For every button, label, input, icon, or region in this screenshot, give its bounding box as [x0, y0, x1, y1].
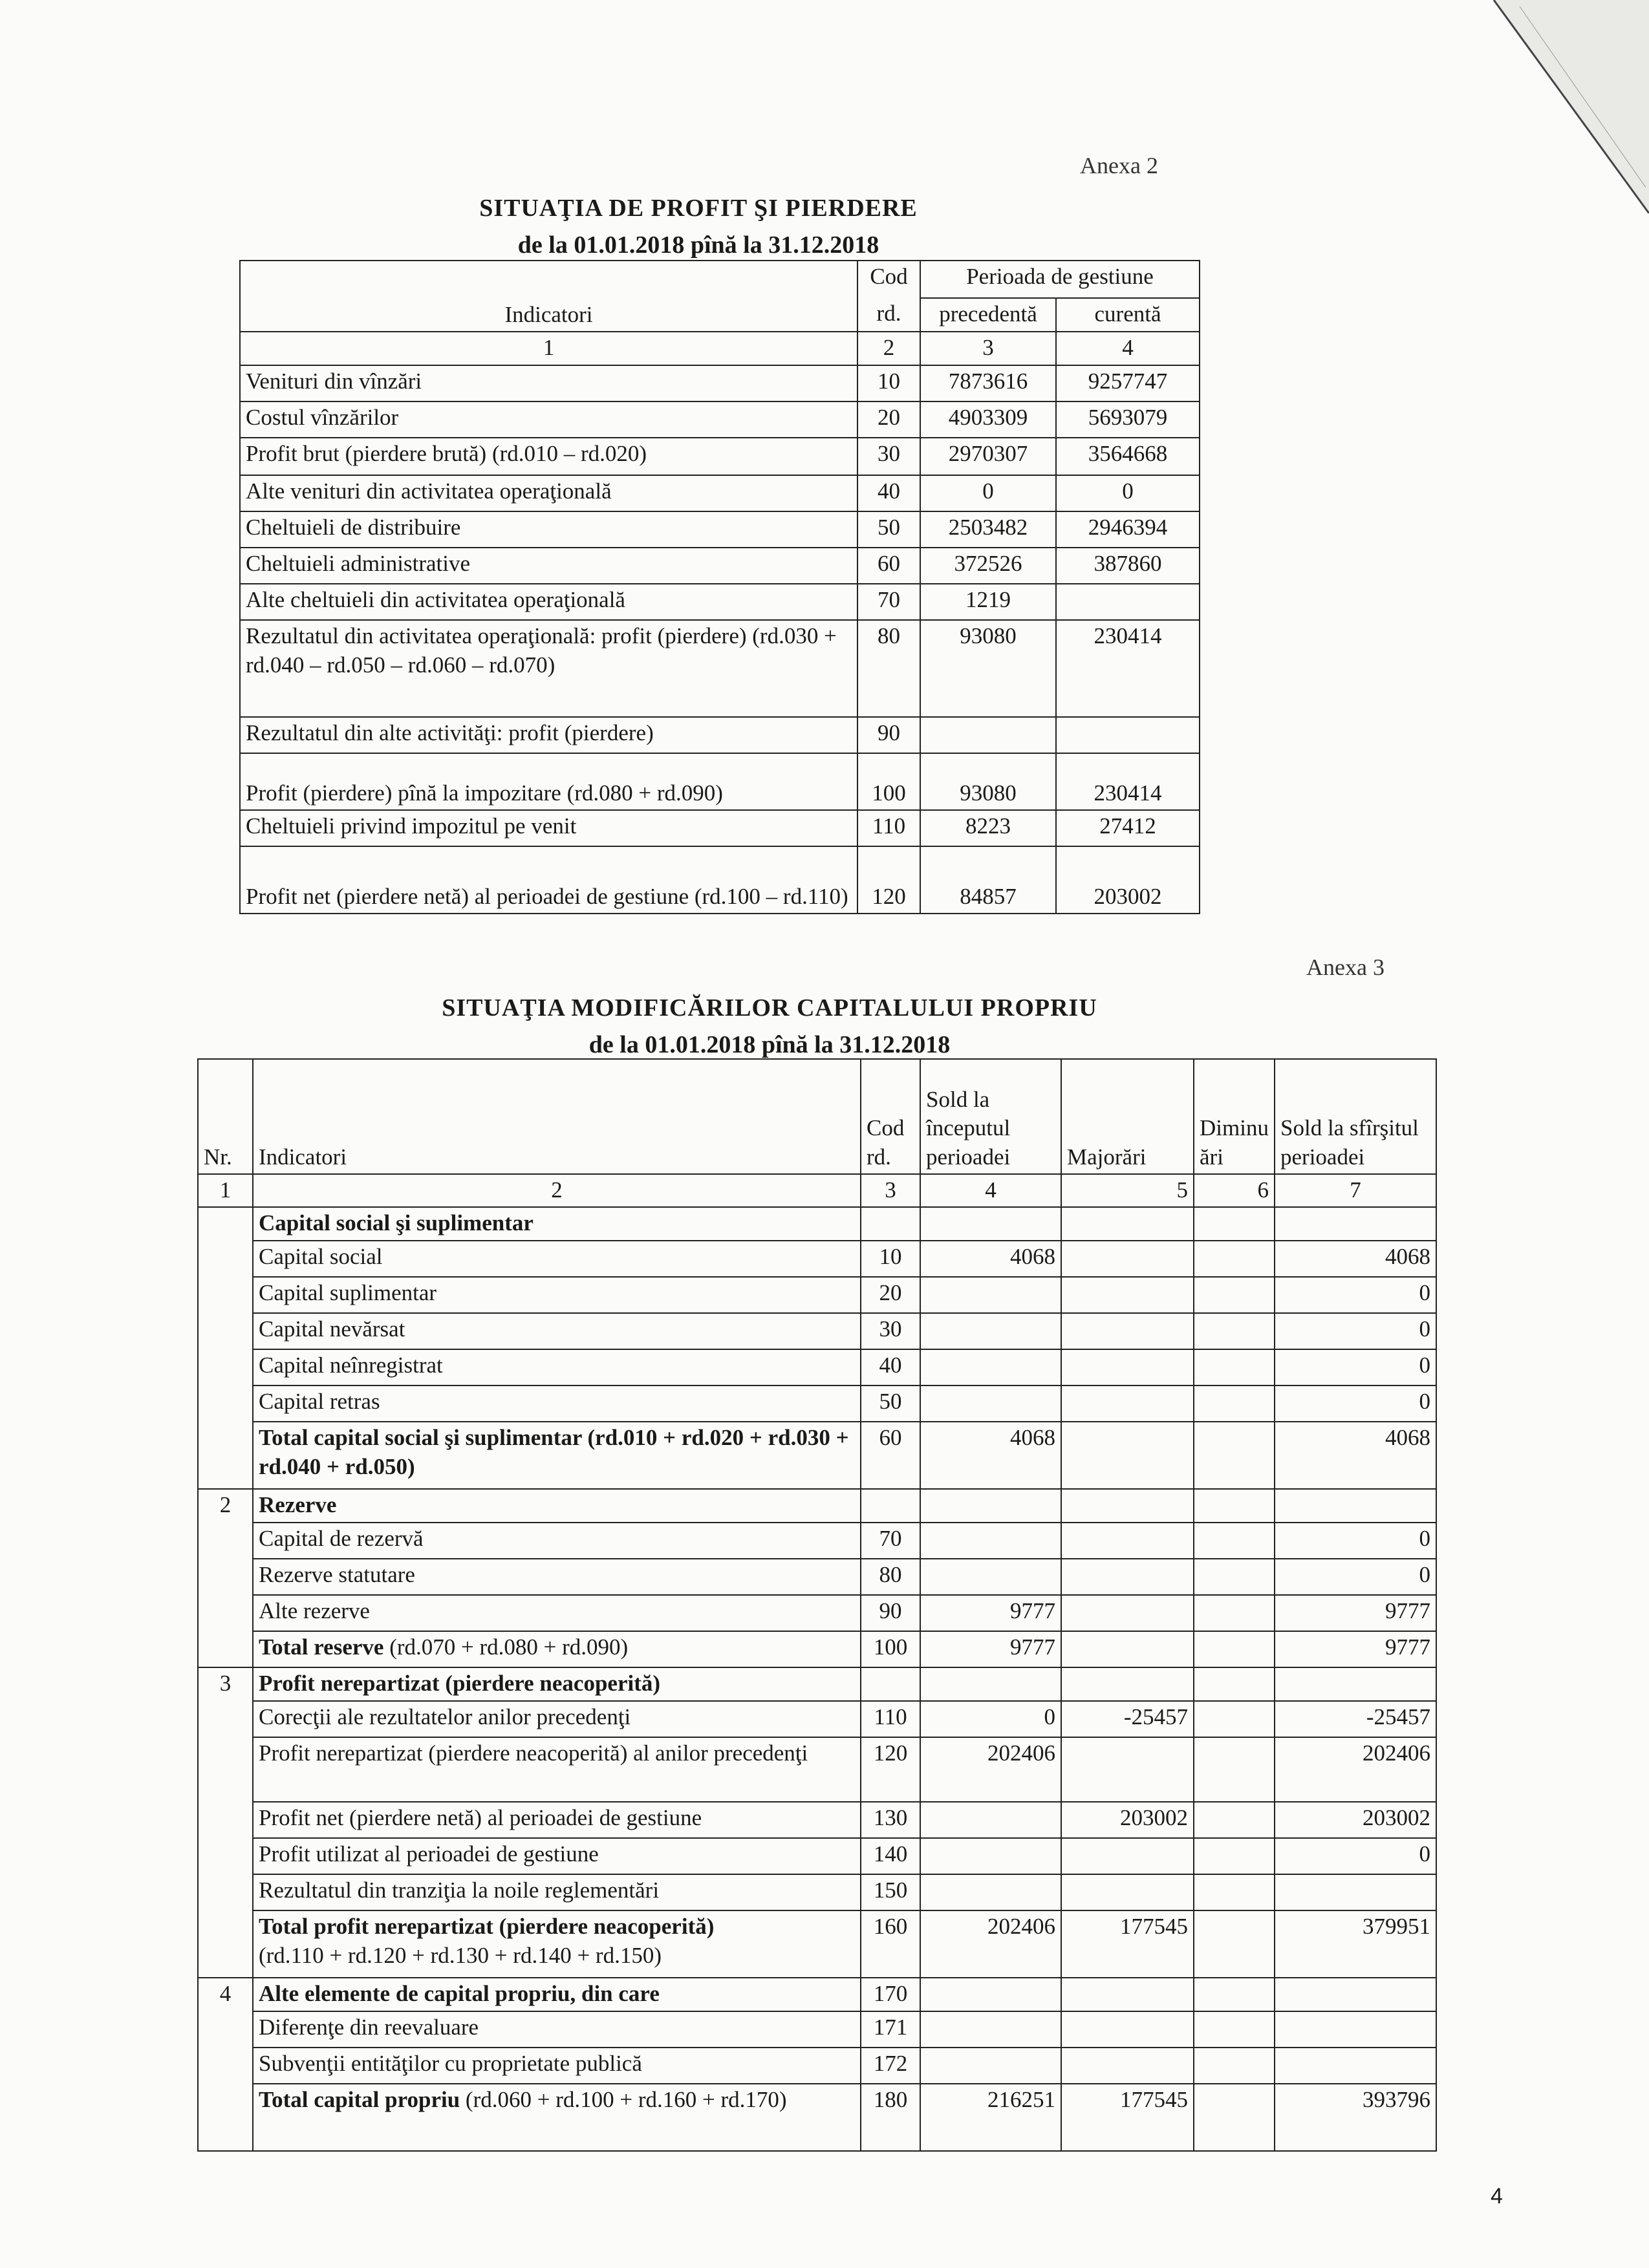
equity-row-code: 172: [861, 2048, 920, 2084]
equity-empty-cell: [1194, 1489, 1275, 1523]
equity-increase-value: 177545: [1061, 1910, 1194, 1978]
equity-indicator-label: Diferenţe din reevaluare: [253, 2011, 861, 2048]
equity-opening-value: 9777: [920, 1631, 1061, 1667]
pl-row: [240, 401, 1200, 438]
equity-total-label: [253, 1910, 861, 1978]
equity-row-code: 70: [861, 1523, 920, 1559]
pl-row-code: 70: [857, 584, 920, 620]
page-corner-fold: [1481, 0, 1649, 213]
equity-decrease-value: [1194, 1802, 1275, 1838]
equity-decrease-value: [1194, 1595, 1275, 1631]
equity-indicator-label: Capital nevărsat: [253, 1313, 861, 1349]
equity-decrease-value: [1194, 1422, 1275, 1489]
equity-increase-value: [1061, 1737, 1194, 1802]
equity-empty-cell: [861, 1489, 920, 1523]
equity-title: SITUAŢIA MODIFICĂRILOR CAPITALULUI PROPRIU: [442, 994, 1097, 1022]
pl-row-code: 50: [857, 511, 920, 548]
equity-empty-cell: [1061, 1207, 1194, 1241]
equity-row-code: 30: [861, 1313, 920, 1349]
equity-header-opening: Sold la începutul perioadei: [920, 1059, 1061, 1174]
equity-increase-value: [1061, 1385, 1194, 1422]
equity-section-title: Capital social şi suplimentar: [253, 1207, 861, 1241]
annex-3-label: Anexa 3: [1306, 954, 1385, 980]
pl-title: SITUAŢIA DE PROFIT ŞI PIERDERE: [479, 195, 918, 222]
equity-increase-value: 177545: [1061, 2084, 1194, 2151]
equity-indicator-label: Profit nerepartizat (pierdere neacoperită) al anilor precedenţi: [253, 1737, 861, 1802]
pl-indicator-label: Rezultatul din alte activităţi: profit (pierdere): [240, 717, 857, 753]
equity-opening-value: 202406: [920, 1910, 1061, 1978]
pl-header-code-line1: Cod: [857, 261, 920, 298]
equity-closing-value: [1275, 1874, 1436, 1910]
equity-closing-value: 9777: [1275, 1595, 1436, 1631]
equity-colnum-2: 2: [253, 1174, 861, 1207]
equity-indicator-label: Alte rezerve: [253, 1595, 861, 1631]
equity-increase-value: [1061, 1277, 1194, 1313]
pl-previous-value: 7873616: [920, 365, 1056, 401]
equity-increase-value: [1061, 1241, 1194, 1277]
equity-indicator-label: Rezerve statutare: [253, 1559, 861, 1595]
pl-current-value: [1056, 717, 1200, 753]
equity-header-indicators: Indicatori: [253, 1059, 861, 1174]
pl-header-indicators: Indicatori: [240, 261, 857, 332]
equity-closing-value: [1275, 2011, 1436, 2048]
equity-indicator-label: Corecţii ale rezultatelor anilor precedenţi: [253, 1701, 861, 1737]
equity-row-code: 20: [861, 1277, 920, 1313]
equity-decrease-value: [1194, 2084, 1275, 2151]
pl-header-period: Perioada de gestiune: [920, 261, 1200, 298]
equity-colnum-6: 6: [1194, 1174, 1275, 1207]
equity-section-number: 3: [198, 1667, 253, 1978]
equity-row-code: 80: [861, 1559, 920, 1595]
pl-row-code: 100: [857, 753, 920, 810]
equity-row-code: 50: [861, 1385, 920, 1422]
equity-row: [198, 1349, 1436, 1385]
pl-row-code: 10: [857, 365, 920, 401]
pl-indicator-label: Alte venituri din activitatea operaţională: [240, 475, 857, 511]
equity-closing-value: 0: [1275, 1559, 1436, 1595]
equity-closing-value: 0: [1275, 1277, 1436, 1313]
equity-increase-value: [1061, 1349, 1194, 1385]
equity-opening-value: [920, 1385, 1061, 1422]
equity-increase-value: [1061, 2011, 1194, 2048]
equity-indicator-label: Profit net (pierdere netă) al perioadei de gestiune: [253, 1802, 861, 1838]
pl-colnum-3: 3: [920, 332, 1056, 365]
equity-decrease-value: [1194, 1559, 1275, 1595]
equity-row-code: 10: [861, 1241, 920, 1277]
equity-row: [198, 1701, 1436, 1737]
equity-colnum-4: 4: [920, 1174, 1061, 1207]
equity-empty-cell: [1194, 1978, 1275, 2011]
equity-total-label: [253, 2084, 861, 2151]
equity-closing-value: -25457: [1275, 1701, 1436, 1737]
equity-total-label-formula: (rd.110 + rd.120 + rd.130 + rd.140 + rd.150): [259, 1942, 662, 1968]
equity-total-row: [198, 1631, 1436, 1667]
equity-empty-cell: [920, 1207, 1061, 1241]
equity-row-code: 100: [861, 1631, 920, 1667]
equity-header-code: Cod rd.: [861, 1059, 920, 1174]
equity-header-increases: Majorări: [1061, 1059, 1194, 1174]
equity-row-code: 60: [861, 1422, 920, 1489]
equity-opening-value: [920, 1874, 1061, 1910]
equity-opening-value: [920, 2011, 1061, 2048]
pl-header-previous: precedentă: [920, 298, 1056, 332]
equity-row: [198, 1313, 1436, 1349]
pl-indicator-label: Cheltuieli privind impozitul pe venit: [240, 810, 857, 846]
equity-closing-value: 9777: [1275, 1631, 1436, 1667]
equity-row: [198, 2048, 1436, 2084]
equity-section-row: [198, 1207, 1436, 1241]
equity-total-row: [198, 2084, 1436, 2151]
equity-colnum-5: 5: [1061, 1174, 1194, 1207]
pl-indicator-label: Profit brut (pierdere brută) (rd.010 – rd.020): [240, 438, 857, 475]
pl-row: [240, 717, 1200, 753]
equity-total-label-formula: (rd.070 + rd.080 + rd.090): [383, 1634, 629, 1660]
pl-row: [240, 365, 1200, 401]
equity-increase-value: [1061, 1559, 1194, 1595]
equity-increase-value: 203002: [1061, 1802, 1194, 1838]
pl-previous-value: 84857: [920, 846, 1056, 914]
pl-current-value: 230414: [1056, 753, 1200, 810]
equity-decrease-value: [1194, 2048, 1275, 2084]
pl-current-value: 9257747: [1056, 365, 1200, 401]
equity-empty-cell: [1275, 1489, 1436, 1523]
equity-total-label-bold: Total capital propriu: [259, 2086, 460, 2112]
equity-colnum-7: 7: [1275, 1174, 1436, 1207]
pl-current-value: 0: [1056, 475, 1200, 511]
equity-total-label-formula: (rd.060 + rd.100 + rd.160 + rd.170): [460, 2086, 787, 2112]
equity-decrease-value: [1194, 1631, 1275, 1667]
equity-colnum-3: 3: [861, 1174, 920, 1207]
equity-decrease-value: [1194, 2011, 1275, 2048]
equity-row: [198, 1737, 1436, 1802]
equity-decrease-value: [1194, 1241, 1275, 1277]
equity-empty-cell: [1275, 1207, 1436, 1241]
equity-total-label: [253, 1631, 861, 1667]
equity-empty-cell: [1061, 1489, 1194, 1523]
pl-row: [240, 620, 1200, 717]
equity-opening-value: [920, 1523, 1061, 1559]
equity-row-code: 171: [861, 2011, 920, 2048]
pl-indicator-label: Venituri din vînzări: [240, 365, 857, 401]
equity-row: [198, 1838, 1436, 1874]
equity-section-row: [198, 1667, 1436, 1701]
equity-closing-value: 379951: [1275, 1910, 1436, 1978]
equity-indicator-label: Capital suplimentar: [253, 1277, 861, 1313]
pl-row: [240, 846, 1200, 914]
equity-row: [198, 1802, 1436, 1838]
pl-indicator-label: Profit (pierdere) pînă la impozitare (rd.080 + rd.090): [240, 753, 857, 810]
equity-opening-value: [920, 1349, 1061, 1385]
profit-loss-table: [239, 260, 1200, 914]
equity-decrease-value: [1194, 1838, 1275, 1874]
equity-header-nr: Nr.: [198, 1059, 253, 1174]
equity-row-code: 180: [861, 2084, 920, 2151]
equity-indicator-label: Capital social: [253, 1241, 861, 1277]
pl-colnum-4: 4: [1056, 332, 1200, 365]
equity-opening-value: [920, 1313, 1061, 1349]
equity-total-label-bold: Total reserve: [259, 1634, 384, 1660]
equity-increase-value: [1061, 2048, 1194, 2084]
equity-indicator-label: Subvenţii entităţilor cu proprietate publică: [253, 2048, 861, 2084]
equity-row: [198, 1595, 1436, 1631]
pl-row-code: 20: [857, 401, 920, 438]
pl-previous-value: 0: [920, 475, 1056, 511]
pl-row-code: 110: [857, 810, 920, 846]
equity-closing-value: 0: [1275, 1313, 1436, 1349]
equity-empty-cell: [861, 1207, 920, 1241]
pl-colnum-2: 2: [857, 332, 920, 365]
equity-section-number: 4: [198, 1978, 253, 2151]
page-number: 4: [1491, 2184, 1503, 2209]
equity-closing-value: 0: [1275, 1349, 1436, 1385]
pl-current-value: 203002: [1056, 846, 1200, 914]
equity-increase-value: [1061, 1523, 1194, 1559]
equity-row-code: 40: [861, 1349, 920, 1385]
equity-closing-value: 393796: [1275, 2084, 1436, 2151]
pl-current-value: 2946394: [1056, 511, 1200, 548]
equity-empty-cell: [1194, 1207, 1275, 1241]
pl-header-code-line2: rd.: [857, 298, 920, 332]
equity-decrease-value: [1194, 1349, 1275, 1385]
equity-row: [198, 1277, 1436, 1313]
equity-empty-cell: [1061, 1667, 1194, 1701]
equity-empty-cell: [1275, 1978, 1436, 2011]
pl-indicator-label: Alte cheltuieli din activitatea operaţională: [240, 584, 857, 620]
equity-row-code: 110: [861, 1701, 920, 1737]
equity-decrease-value: [1194, 1523, 1275, 1559]
pl-colnum-1: 1: [240, 332, 857, 365]
equity-increase-value: [1061, 1595, 1194, 1631]
equity-row-code: 150: [861, 1874, 920, 1910]
equity-row-code: 90: [861, 1595, 920, 1631]
pl-previous-value: 93080: [920, 620, 1056, 717]
pl-row: [240, 511, 1200, 548]
equity-increase-value: [1061, 1422, 1194, 1489]
equity-row: [198, 1874, 1436, 1910]
pl-previous-value: 4903309: [920, 401, 1056, 438]
equity-total-label-bold: Total profit nerepartizat (pierdere neacoperită): [259, 1913, 715, 1939]
equity-total-label: Total capital social şi suplimentar (rd.010 + rd.020 + rd.030 + rd.040 + rd.050): [253, 1422, 861, 1489]
pl-header-row: [240, 261, 1200, 298]
equity-opening-value: [920, 1277, 1061, 1313]
equity-column-numbers: [198, 1174, 1436, 1207]
pl-row: [240, 475, 1200, 511]
equity-decrease-value: [1194, 1874, 1275, 1910]
equity-empty-cell: [1061, 1978, 1194, 2011]
pl-row: [240, 810, 1200, 846]
pl-current-value: 3564668: [1056, 438, 1200, 475]
equity-indicator-label: Capital neînregistrat: [253, 1349, 861, 1385]
equity-closing-value: 4068: [1275, 1241, 1436, 1277]
equity-increase-value: [1061, 1874, 1194, 1910]
equity-decrease-value: [1194, 1313, 1275, 1349]
pl-row-code: 40: [857, 475, 920, 511]
pl-current-value: [1056, 584, 1200, 620]
equity-decrease-value: [1194, 1385, 1275, 1422]
pl-previous-value: 372526: [920, 548, 1056, 584]
equity-period: de la 01.01.2018 pînă la 31.12.2018: [588, 1031, 951, 1058]
pl-row: [240, 753, 1200, 810]
equity-opening-value: [920, 1838, 1061, 1874]
equity-section-title: Profit nerepartizat (pierdere neacoperită): [253, 1667, 861, 1701]
pl-row-code: 30: [857, 438, 920, 475]
equity-closing-value: [1275, 2048, 1436, 2084]
pl-row-code: 60: [857, 548, 920, 584]
pl-previous-value: 2970307: [920, 438, 1056, 475]
equity-empty-cell: [920, 1978, 1061, 2011]
pl-period: de la 01.01.2018 pînă la 31.12.2018: [517, 231, 879, 259]
pl-column-numbers: [240, 332, 1200, 365]
equity-header-closing: Sold la sfîrşitul perioadei: [1275, 1059, 1436, 1174]
equity-row: [198, 1523, 1436, 1559]
pl-row-code: 90: [857, 717, 920, 753]
equity-opening-value: [920, 1559, 1061, 1595]
equity-closing-value: 4068: [1275, 1422, 1436, 1489]
equity-closing-value: 202406: [1275, 1737, 1436, 1802]
equity-increase-value: [1061, 1313, 1194, 1349]
equity-row-code: 120: [861, 1737, 920, 1802]
equity-indicator-label: Capital de rezervă: [253, 1523, 861, 1559]
equity-row-code: 170: [861, 1978, 920, 2011]
pl-current-value: 230414: [1056, 620, 1200, 717]
equity-row: [198, 1385, 1436, 1422]
equity-total-row: [198, 1422, 1436, 1489]
equity-row-code: 140: [861, 1838, 920, 1874]
equity-total-row: [198, 1910, 1436, 1978]
pl-row-code: 120: [857, 846, 920, 914]
pl-header-current: curentă: [1056, 298, 1200, 332]
equity-increase-value: -25457: [1061, 1701, 1194, 1737]
equity-changes-table: [197, 1058, 1437, 2152]
equity-opening-value: 0: [920, 1701, 1061, 1737]
pl-row: [240, 548, 1200, 584]
equity-header-row: [198, 1059, 1436, 1174]
equity-opening-value: [920, 2048, 1061, 2084]
equity-decrease-value: [1194, 1737, 1275, 1802]
pl-previous-value: 2503482: [920, 511, 1056, 548]
equity-empty-cell: [1194, 1667, 1275, 1701]
equity-decrease-value: [1194, 1910, 1275, 1978]
pl-indicator-label: Profit net (pierdere netă) al perioadei de gestiune (rd.100 – rd.110): [240, 846, 857, 914]
equity-closing-value: 203002: [1275, 1802, 1436, 1838]
equity-increase-value: [1061, 1631, 1194, 1667]
equity-colnum-1: 1: [198, 1174, 253, 1207]
pl-current-value: 27412: [1056, 810, 1200, 846]
equity-row: [198, 2011, 1436, 2048]
equity-closing-value: 0: [1275, 1385, 1436, 1422]
equity-opening-value: 4068: [920, 1422, 1061, 1489]
equity-indicator-label: Profit utilizat al perioadei de gestiune: [253, 1838, 861, 1874]
equity-indicator-label: Capital retras: [253, 1385, 861, 1422]
pl-current-value: 387860: [1056, 548, 1200, 584]
equity-decrease-value: [1194, 1277, 1275, 1313]
equity-opening-value: 216251: [920, 2084, 1061, 2151]
equity-closing-value: 0: [1275, 1838, 1436, 1874]
equity-empty-cell: [920, 1667, 1061, 1701]
equity-row: [198, 1241, 1436, 1277]
equity-section-number: [198, 1207, 253, 1489]
pl-row-code: 80: [857, 620, 920, 717]
equity-opening-value: [920, 1802, 1061, 1838]
equity-opening-value: 202406: [920, 1737, 1061, 1802]
pl-indicator-label: Cheltuieli de distribuire: [240, 511, 857, 548]
equity-section-title: Alte elemente de capital propriu, din care: [253, 1978, 861, 2011]
equity-opening-value: 4068: [920, 1241, 1061, 1277]
equity-decrease-value: [1194, 1701, 1275, 1737]
equity-header-decreases: Diminuări: [1194, 1059, 1275, 1174]
equity-empty-cell: [861, 1667, 920, 1701]
pl-previous-value: 93080: [920, 753, 1056, 810]
equity-section-title: Rezerve: [253, 1489, 861, 1523]
equity-section-row: [198, 1978, 1436, 2011]
pl-previous-value: 8223: [920, 810, 1056, 846]
pl-row: [240, 584, 1200, 620]
equity-row: [198, 1559, 1436, 1595]
equity-section-number: 2: [198, 1489, 253, 1667]
equity-opening-value: 9777: [920, 1595, 1061, 1631]
equity-indicator-label: Rezultatul din tranziţia la noile reglementări: [253, 1874, 861, 1910]
equity-closing-value: 0: [1275, 1523, 1436, 1559]
pl-indicator-label: Rezultatul din activitatea operaţională: profit (pierdere) (rd.030 + rd.040 – rd.050 – rd.060 – rd.070): [240, 620, 857, 717]
equity-empty-cell: [1275, 1667, 1436, 1701]
pl-indicator-label: Costul vînzărilor: [240, 401, 857, 438]
pl-previous-value: [920, 717, 1056, 753]
equity-row-code: 160: [861, 1910, 920, 1978]
pl-current-value: 5693079: [1056, 401, 1200, 438]
equity-section-row: [198, 1489, 1436, 1523]
annex-2-label: Anexa 2: [1080, 153, 1158, 178]
equity-empty-cell: [920, 1489, 1061, 1523]
equity-row-code: 130: [861, 1802, 920, 1838]
pl-row: [240, 438, 1200, 475]
pl-indicator-label: Cheltuieli administrative: [240, 548, 857, 584]
pl-previous-value: 1219: [920, 584, 1056, 620]
equity-increase-value: [1061, 1838, 1194, 1874]
